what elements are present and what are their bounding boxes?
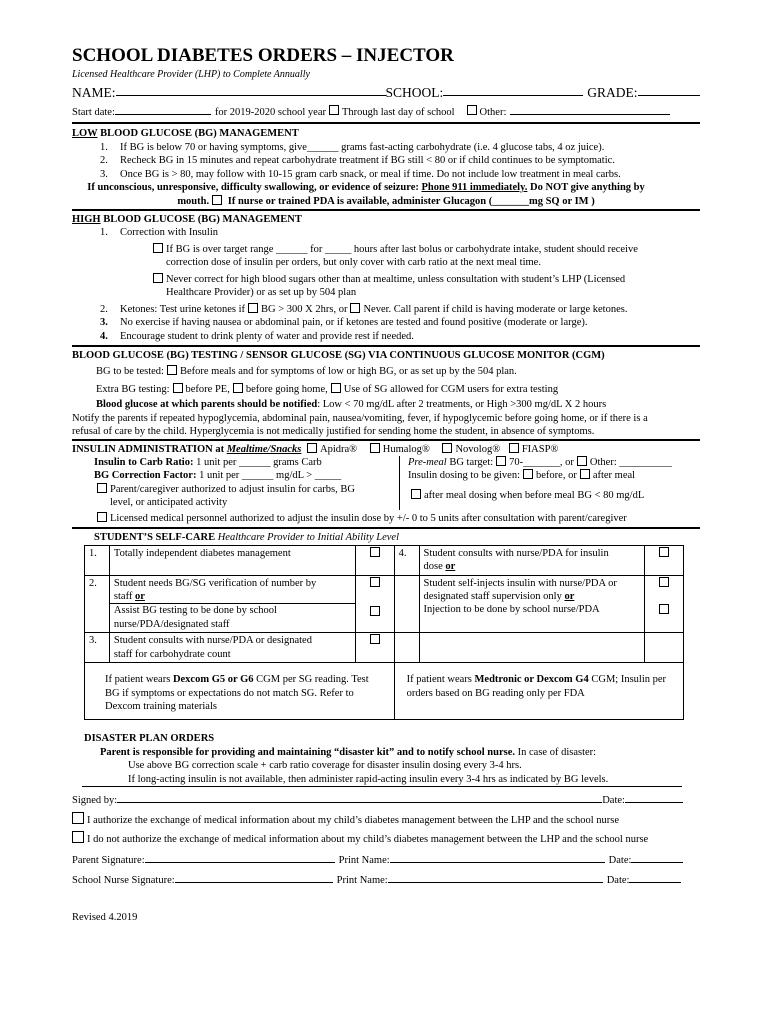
divider: [72, 209, 700, 211]
parent-date-field[interactable]: [631, 851, 683, 863]
or-word: or: [564, 590, 575, 602]
bg-tested-row: [72, 365, 700, 378]
option-text-cont: correction dose of insulin per orders, but only cover with carb ratio at the next meal time.: [166, 257, 541, 269]
parent-print-name-field[interactable]: [390, 851, 605, 863]
dexcom-text-c: CGM per SG reading. Test: [253, 674, 369, 686]
carb-ratio-text: 1 unit per ______ grams Carb: [193, 457, 322, 469]
table-row: [85, 663, 684, 720]
item-number: 3.: [100, 168, 108, 180]
list-item: [72, 141, 700, 154]
level-4-text-e: Injection to be done by school nurse/PDA: [423, 604, 600, 616]
novolog-label: Novolog®: [455, 443, 501, 455]
licensed-adjust-text: Licensed medical personnel authorized to adjust the insulin dose by +/- 0 to 5 units after consultation with parent/caregiver: [110, 512, 627, 524]
level-2-text-b: staff: [113, 590, 136, 602]
apidra-checkbox[interactable]: [307, 443, 317, 453]
empty-cell: [394, 575, 419, 633]
humalog-label: Humalog®: [382, 443, 430, 455]
dosing-label: Insulin dosing to be given:: [408, 470, 520, 482]
selfcare-heading-note: Healthcare Provider to Initial Ability Level: [217, 532, 399, 544]
level-2-cell: [355, 575, 394, 633]
grade-label: GRADE:: [587, 84, 638, 100]
start-date-row: [72, 103, 700, 119]
nurse-signature-row: [72, 871, 700, 887]
other-field[interactable]: [510, 103, 670, 115]
dexcom-model: Dexcom G5 or G6: [172, 674, 254, 686]
low-word: LOW: [72, 128, 98, 140]
not-authorize-checkbox[interactable]: [72, 831, 84, 843]
dexcom-text-d: BG if symptoms or expectations do not match SG. Refer to: [105, 687, 354, 699]
dexcom-text-e: Dexcom training materials: [105, 701, 217, 713]
emergency-line-1: [32, 181, 700, 194]
level-3-text-a: Student consults with nurse/PDA or designated: [113, 635, 312, 647]
disaster-heading: DISASTER PLAN ORDERS: [84, 733, 215, 745]
level-3-text-b: staff for carbohydrate count: [113, 648, 231, 660]
level-4-text-c: Student self-injects insulin with nurse/PDA or: [423, 577, 617, 589]
print-name-label: Print Name:: [338, 854, 390, 866]
level-4c-checkbox[interactable]: [659, 604, 669, 614]
item-text: Once BG is > 80, may follow with 10-15 gram carb snack, or meal if time. Do not include low treatment in meal carbs.: [120, 168, 621, 180]
item-text: Recheck BG in 15 minutes and repeat carbohydrate treatment if BG still < 80 or if child continues to be symptomatic.: [120, 155, 615, 167]
date-label: Date:: [602, 795, 625, 807]
empty-cell: [394, 633, 419, 663]
level-number: 3.: [85, 633, 110, 663]
humalog-checkbox[interactable]: [370, 443, 380, 453]
novolog-checkbox[interactable]: [442, 443, 452, 453]
disaster-line-1-tail: In case of disaster:: [515, 746, 597, 758]
dosing-after-label: after meal: [592, 470, 636, 482]
target-70-checkbox[interactable]: [496, 456, 506, 466]
premeal-label: Pre-meal: [408, 457, 447, 469]
glucagon-dose: _______mg SQ or IM ): [492, 195, 595, 207]
disaster-line-2: Use above BG correction scale + carb ratio coverage for disaster insulin dosing every 3-4 hrs.: [128, 760, 522, 772]
grade-field[interactable]: [638, 84, 700, 96]
disaster-section: [82, 732, 682, 787]
item-number: 2.: [100, 155, 108, 167]
dexcom-text-a: If patient wears: [105, 674, 173, 686]
after-meal-dosing-text: after meal dosing when before meal BG < 80 mg/dL: [424, 489, 645, 501]
bg-tested-label: BG to be tested:: [96, 366, 164, 378]
premeal-target-label: BG target:: [446, 457, 494, 469]
medtronic-text-d: orders based on BG reading only per FDA: [406, 687, 585, 699]
or-word: or: [135, 590, 145, 602]
through-last-day-label: Through last day of school: [341, 106, 455, 118]
level-4-text-a: Student consults with nurse/PDA for insulin: [423, 547, 609, 559]
licensed-adjust-row: [72, 512, 700, 525]
correction-option-2: [72, 273, 700, 300]
correction-range-checkbox[interactable]: [153, 243, 163, 253]
level-text: [419, 575, 645, 633]
school-field[interactable]: [443, 84, 583, 96]
not-authorize-text: I do not authorize the exchange of medical information about my child’s diabetes management between the LHP and the school nurse: [87, 834, 649, 846]
ketones-never-checkbox[interactable]: [350, 303, 360, 313]
revised-date: Revised 4.2019: [72, 912, 138, 924]
high-bg-list-2: [72, 303, 700, 343]
start-date-label: Start date:: [72, 106, 115, 118]
dexcom-cell: [85, 663, 395, 720]
level-3-cell: [355, 633, 394, 663]
level-2-text-c: Assist BG testing to be done by school: [110, 603, 355, 617]
emergency-line-2: [72, 195, 700, 208]
sg-allowed-label: Use of SG allowed for CGM users for extra testing: [343, 383, 559, 395]
level-4a-checkbox[interactable]: [659, 547, 669, 557]
table-row: [85, 575, 684, 633]
fiasp-checkbox[interactable]: [509, 443, 519, 453]
level-4b-cell: [645, 575, 684, 633]
low-bg-list: [72, 141, 700, 181]
list-item: [72, 168, 700, 181]
level-text: [419, 545, 645, 575]
notify-paragraph-1: Notify the parents if repeated hypoglycemia, abdominal pain, nausea/vomiting, fever, if hypoglycemic before going home, or if there is a: [72, 412, 648, 424]
bg-tested-text: Before meals and for symptoms of low or high BG, or as set up by the 504 plan.: [179, 366, 517, 378]
correction-factor-text: 1 unit per ______ mg/dL > _____: [196, 470, 342, 482]
insulin-heading-meal: Mealtime/Snacks: [226, 443, 302, 455]
high-heading-text: BLOOD GLUCOSE (BG) MANAGEMENT: [100, 214, 302, 226]
item-text: Encourage student to drink plenty of water and provide rest if needed.: [120, 330, 414, 342]
date-label: Date:: [606, 874, 630, 886]
divider: [72, 122, 700, 124]
list-item: 1. Correction with Insulin: [100, 227, 218, 239]
insulin-heading-row: [72, 443, 700, 456]
disaster-line-3: If long-acting insulin is not available, then administer rapid-acting insulin every 3-4 hrs as indicated by BG levels.: [128, 773, 609, 785]
before-pe-label: before PE,: [185, 383, 230, 395]
nurse-date-field[interactable]: [629, 871, 681, 883]
never-correct-checkbox[interactable]: [153, 273, 163, 283]
notify-label: Blood glucose at which parents should be notified: [96, 399, 318, 411]
correction-factor-label: BG Correction Factor:: [94, 470, 197, 482]
extra-testing-row: [72, 383, 700, 396]
medtronic-text-c: CGM; Insulin per: [588, 674, 667, 686]
testing-heading: BLOOD GLUCOSE (BG) TESTING / SENSOR GLUCOSE (SG) VIA CONTINUOUS GLUCOSE MONITOR (CGM): [72, 349, 605, 361]
option-text: If BG is over target range ______ for _____ hours after last bolus or carbohydrate intake, student should receive: [166, 243, 638, 255]
emergency-text: If unconscious, unresponsive, difficulty swallowing, or evidence of seizure:: [87, 182, 422, 194]
before-pe-checkbox[interactable]: [173, 383, 183, 393]
level-4a-cell: [645, 545, 684, 575]
school-year-text: for 2019-2020 school year: [214, 106, 326, 118]
glucagon-checkbox[interactable]: [212, 195, 222, 205]
insulin-grid: [72, 456, 700, 510]
level-number: 2.: [85, 575, 110, 633]
disaster-line-1: Parent is responsible for providing and maintaining “disaster kit” and to notify school nurse.: [100, 746, 516, 758]
dosing-before-label: before, or: [536, 470, 577, 482]
item-text: No exercise if having nausea or abdominal pain, or if ketones are tested and found positive (moderate or large).: [120, 317, 588, 329]
dosing-before-checkbox[interactable]: [523, 469, 533, 479]
item-text: If BG is below 70 or having symptoms, give______ grams fast-acting carbohydrate (i.e. 4 glucose tabs, 4 oz juice).: [120, 141, 605, 153]
notify-row: [72, 398, 700, 411]
after-meal-dosing-checkbox[interactable]: [411, 489, 421, 499]
level-2-text-a: Student needs BG/SG verification of number by: [113, 577, 317, 589]
divider: [72, 527, 700, 529]
high-bg-heading: [72, 213, 700, 226]
before-home-checkbox[interactable]: [233, 383, 243, 393]
empty-cell: [645, 633, 684, 663]
level-2a-checkbox[interactable]: [370, 577, 380, 587]
option-text: Never correct for high blood sugars other than at mealtime, unless consultation with student’s LHP (Licensed: [166, 273, 626, 285]
level-2b-checkbox[interactable]: [370, 606, 380, 616]
table-row: [85, 633, 684, 663]
insulin-right: [400, 456, 672, 510]
school-label: SCHOOL:: [385, 84, 444, 100]
selfcare-table: [84, 545, 684, 721]
form-title: SCHOOL DIABETES ORDERS – INJECTOR: [72, 45, 454, 66]
option-text-cont: Healthcare Provider) or as set up by 504 plan: [166, 287, 357, 299]
target-other-checkbox[interactable]: [577, 456, 587, 466]
level-4-text-d: designated staff supervision only: [423, 590, 565, 602]
notify-text: : Low < 70 mg/dL after 2 treatments, or High >300 mg/dL X 2 hours: [317, 399, 607, 411]
parent-adjust-checkbox[interactable]: [97, 483, 107, 493]
list-item: 2. Ketones: Test urine ketones if BG > 300 X 2hrs, or Never. Call parent if child is having moderate or large ketones.: [100, 303, 628, 315]
bg-tested-checkbox[interactable]: [167, 365, 177, 375]
parent-signature-row: [72, 851, 700, 867]
licensed-adjust-checkbox[interactable]: [97, 512, 107, 522]
table-row: [85, 545, 684, 575]
parent-signature-label: Parent Signature:: [72, 854, 145, 866]
authorize-checkbox[interactable]: [72, 812, 84, 824]
parent-adjust-text: Parent/caregiver authorized to adjust insulin for carbs, BG: [110, 483, 355, 495]
phone-911-text: Phone 911 immediately.: [421, 182, 528, 194]
signed-by-row: [72, 791, 700, 807]
start-date-field[interactable]: [115, 103, 211, 115]
list-item: 3. No exercise if having nausea or abdominal pain, or if ketones are tested and found positive (moderate or large).: [100, 317, 588, 329]
low-bg-heading: [72, 127, 700, 140]
medtronic-text-a: If patient wears: [406, 674, 475, 686]
level-number: 4.: [394, 545, 419, 575]
list-item: [72, 154, 700, 167]
ketones-300-checkbox[interactable]: [248, 303, 258, 313]
item-text: Correction with Insulin: [120, 227, 218, 239]
nurse-print-name-field[interactable]: [388, 871, 603, 883]
glucagon-text: If nurse or trained PDA is available, administer Glucagon (: [225, 195, 493, 207]
before-home-label: before going home,: [245, 383, 328, 395]
level-4-text-b: dose: [423, 561, 446, 573]
target-other-text: Other: __________: [589, 457, 672, 469]
correction-option-1: [72, 243, 700, 270]
signed-by-field[interactable]: [117, 791, 602, 803]
ketones-300-label: BG > 300 X 2hrs, or: [261, 303, 348, 315]
level-3-checkbox[interactable]: [370, 634, 380, 644]
ketones-text: Ketones: Test urine ketones if: [120, 303, 246, 315]
level-1-cell: [355, 545, 394, 575]
selfcare-heading: [72, 531, 700, 544]
parent-adjust-text-cont: level, or anticipated activity: [110, 497, 228, 509]
name-field[interactable]: [116, 84, 386, 96]
authorize-text: I authorize the exchange of medical information about my child’s diabetes management between the LHP and the school nurse: [87, 814, 620, 826]
form-subtitle: Licensed Healthcare Provider (LHP) to Complete Annually: [72, 68, 310, 80]
authorize-row: [72, 812, 700, 827]
level-text: Totally independent diabetes management: [109, 545, 355, 575]
nurse-signature-field[interactable]: [175, 871, 333, 883]
medtronic-cell: [394, 663, 683, 720]
ketones-never-label: Never. Call parent if child is having moderate or large ketones.: [363, 303, 628, 315]
parent-signature-field[interactable]: [145, 851, 335, 863]
extra-testing-label: Extra BG testing:: [96, 383, 170, 395]
empty-cell: [419, 633, 645, 663]
level-1-checkbox[interactable]: [370, 547, 380, 557]
insulin-left: [72, 456, 400, 510]
level-4b-checkbox[interactable]: [659, 577, 669, 587]
dosing-after-checkbox[interactable]: [580, 469, 590, 479]
name-row: [72, 84, 700, 101]
signed-date-field[interactable]: [625, 791, 683, 803]
signed-by-label: Signed by:: [72, 795, 118, 807]
insulin-heading: INSULIN ADMINISTRATION at: [72, 443, 227, 455]
other-label: Other:: [479, 106, 507, 118]
carb-ratio-label: Insulin to Carb Ratio:: [94, 457, 194, 469]
fiasp-label: FIASP®: [521, 443, 559, 455]
apidra-label: Apidra®: [320, 443, 358, 455]
sg-allowed-checkbox[interactable]: [331, 383, 341, 393]
through-last-day-checkbox[interactable]: [329, 105, 339, 115]
other-checkbox[interactable]: [467, 105, 477, 115]
notify-paragraph-2: refusal of care by the child. Hyperglycemia is not medically justified for sending home the student, in absence of symptoms.: [72, 426, 595, 438]
level-text: [109, 575, 355, 633]
high-word: HIGH: [72, 214, 101, 226]
high-bg-list: [72, 226, 700, 239]
emergency-mouth: mouth.: [177, 195, 210, 207]
target-70-text: 70-_______, or: [509, 457, 574, 469]
name-label: NAME:: [72, 84, 116, 100]
level-text: [109, 633, 355, 663]
emergency-text-b: Do NOT give anything by: [527, 182, 645, 194]
date-label: Date:: [608, 854, 632, 866]
list-item: 4. Encourage student to drink plenty of water and provide rest if needed.: [100, 330, 414, 342]
medtronic-model: Medtronic or Dexcom G4: [474, 674, 589, 686]
selfcare-heading-text: STUDENT’S SELF-CARE: [94, 532, 218, 544]
not-authorize-row: [72, 831, 700, 846]
divider: [72, 439, 700, 441]
divider: [72, 345, 700, 347]
or-word: or: [445, 561, 456, 573]
level-2-text-d: nurse/PDA/designated staff: [113, 618, 230, 630]
level-number: 1.: [85, 545, 110, 575]
nurse-signature-label: School Nurse Signature:: [72, 874, 175, 886]
print-name-label: Print Name:: [336, 874, 388, 886]
item-number: 1.: [100, 141, 108, 153]
low-heading-text: BLOOD GLUCOSE (BG) MANAGEMENT: [97, 128, 299, 140]
